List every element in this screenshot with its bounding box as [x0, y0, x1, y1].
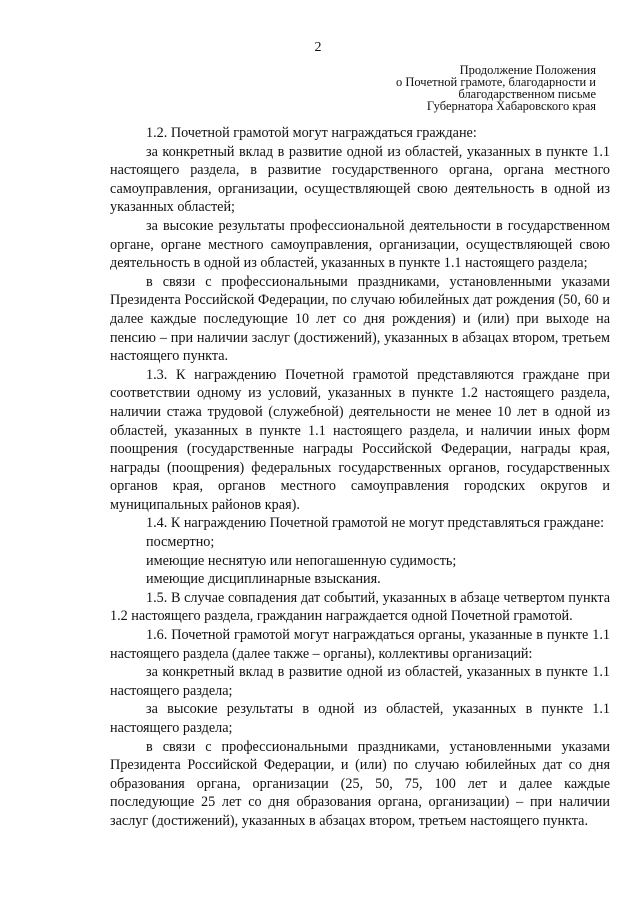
paragraph-1-5: 1.5. В случае совпадения дат событий, указанных в абзаце четвертом пункта 1.2 настоящего раздела, гражданин награждается одной Почетной грамотой.	[110, 589, 610, 625]
paragraph-1-4: 1.4. К награждению Почетной грамотой не могут представляться граждане:	[146, 515, 605, 532]
header-note	[336, 64, 596, 112]
document-body	[110, 124, 610, 831]
list-item: посмертно;	[146, 534, 215, 551]
paragraph: за высокие результаты профессиональной деятельности в государственном органе, органе местного самоуправления, организации, осуществляющей свою деятельность в одной из областей, указанных в пункте 1.1 настоящего раздела;	[110, 217, 610, 272]
header-note-line-1: Продолжение Положения	[459, 63, 596, 77]
page-number: 2	[314, 40, 322, 55]
paragraph-1-6: 1.6. Почетной грамотой могут награждаться органы, указанные в пункте 1.1 настоящего раздела (далее также – органы), коллективы организаций:	[110, 627, 610, 662]
paragraph: за конкретный вклад в развитие одной из областей, указанных в пункте 1.1 настоящего раздела, в развитие государственного органа, органа местного самоуправления, организации, осуществляющей свою деятельность в одной из указанных областей;	[110, 143, 610, 216]
list-item: имеющие неснятую или непогашенную судимость;	[146, 552, 457, 569]
list-item: имеющие дисциплинарные взыскания.	[146, 571, 381, 588]
header-note-line-4: Губернатора Хабаровского края	[426, 99, 596, 113]
header-note-line-2: о Почетной грамоте, благодарности и	[395, 75, 596, 89]
header-note-line-3: благодарственном письме	[458, 87, 596, 101]
paragraph-1-3: 1.3. К награждению Почетной грамотой представляются граждане при соответствии одному из условий, указанных в пункте 1.2 настоящего раздела, наличии стажа трудовой (служебной) деятельности не менее 10 лет в одной из областей, указанных в пункте 1.1 настоящего раздела, и наличии иных форм поощрения (государственные награды Российской Федерации, награды края, награды (поощрения) федеральных государственных органов, государственных органов края, органов местного самоуправления городских округов и муниципальных районов края).	[110, 366, 610, 513]
paragraph: за высокие результаты в одной из областей, указанных в пункте 1.1 настоящего раздела;	[110, 701, 610, 736]
paragraph: за конкретный вклад в развитие одной из областей, указанных в пункте 1.1 настоящего раздела;	[110, 664, 610, 699]
paragraph-1-2: 1.2. Почетной грамотой могут награждаться граждане:	[146, 125, 477, 141]
paragraph: в связи с профессиональными праздниками, установленными указами Президента Российской Федерации, и (или) по случаю юбилейных дат со дня образования органа, организации (25, 50, 75, 100 лет и далее каждые последующие 25 лет со дня образования органа, организации) – при наличии заслуг (достижений), указанных в абзацах втором, третьем настоящего пункта.	[110, 738, 610, 829]
paragraph: в связи с профессиональными праздниками, установленными указами Президента Российской Федерации, по случаю юбилейных дат рождения (50, 60 и далее каждые последующие 10 лет со дня рождения) и (или) при выходе на пенсию – при наличии заслуг (достижений), указанных в абзацах втором, третьем настоящего пункта.	[110, 273, 610, 365]
